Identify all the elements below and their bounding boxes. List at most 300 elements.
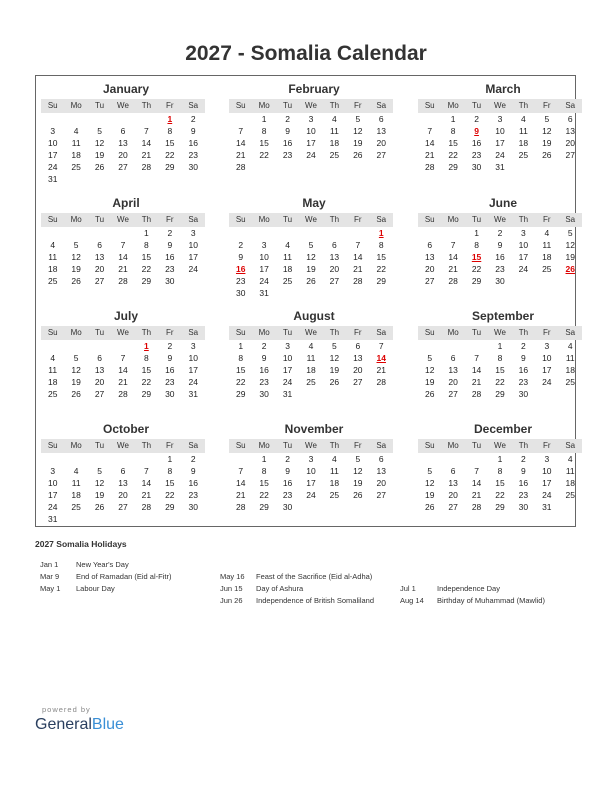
day-cell: 16 (188, 138, 198, 148)
empty-cell (229, 453, 252, 465)
day-cell: 6 (567, 114, 573, 124)
day-cell: 18 (71, 150, 81, 160)
empty-cell (41, 340, 64, 352)
holiday-name: End of Ramadan (Eid al-Fitr) (76, 572, 172, 581)
week-row (229, 113, 393, 125)
week-row (418, 161, 582, 173)
day-cell: 23 (188, 490, 198, 500)
day-cell: 2 (167, 228, 173, 238)
week-row (418, 275, 582, 287)
day-cell: 7 (238, 466, 244, 476)
day-cell: 3 (497, 114, 503, 124)
holiday-date: Mar 9 (40, 572, 60, 581)
empty-cell (111, 113, 134, 125)
day-cell: 26 (542, 150, 552, 160)
weekday-label: Fr (166, 215, 174, 224)
day-cell: 20 (565, 138, 575, 148)
day-cell: 23 (235, 276, 246, 286)
holiday-name: Birthday of Muhammad (Mawlid) (437, 596, 545, 605)
holiday-date: May 1 (40, 584, 61, 593)
day-cell: 29 (495, 389, 505, 399)
day-cell: 1 (450, 114, 456, 124)
weekday-header (41, 326, 205, 340)
day-cell: 19 (424, 377, 435, 387)
day-cell: 17 (188, 365, 198, 375)
day-cell: 21 (235, 150, 246, 160)
day-cell: 25 (282, 276, 293, 286)
weekday-label: Mo (447, 215, 459, 224)
day-cell: 8 (144, 240, 149, 250)
weekday-label: Tu (283, 101, 293, 110)
empty-cell (441, 340, 464, 352)
day-cell: 25 (518, 150, 529, 160)
holidays-title: 2027 Somalia Holidays (35, 539, 127, 549)
day-cell: 15 (141, 252, 152, 262)
weekday-label: Tu (95, 441, 105, 450)
day-cell: 15 (259, 138, 269, 148)
empty-cell (158, 173, 181, 185)
day-cell: 12 (306, 252, 316, 262)
empty-cell (299, 161, 322, 173)
day-cell: 10 (306, 126, 316, 136)
week-row (41, 489, 205, 501)
day-cell: 25 (329, 150, 340, 160)
day-cell: 30 (188, 502, 198, 512)
week-row (229, 251, 393, 263)
week-row (418, 364, 582, 376)
weekday-label: We (305, 328, 317, 337)
weekday-label: We (117, 215, 129, 224)
day-cell: 26 (94, 502, 105, 512)
day-cell: 4 (332, 454, 337, 464)
empty-cell (323, 287, 346, 299)
month-march (418, 82, 582, 173)
empty-cell (88, 453, 111, 465)
day-cell: 7 (474, 353, 479, 363)
empty-cell (88, 340, 111, 352)
day-cell: 19 (353, 138, 363, 148)
day-cell: 26 (353, 150, 363, 160)
day-cell: 22 (471, 264, 482, 274)
weekday-header (418, 99, 582, 113)
empty-cell (418, 227, 441, 239)
weekday-label: Su (235, 441, 246, 450)
day-cell: 22 (165, 490, 175, 500)
day-cell: 24 (47, 502, 58, 512)
day-cell: 3 (308, 454, 314, 464)
month-name: May (302, 196, 326, 210)
day-cell: 27 (118, 502, 128, 512)
day-cell: 30 (235, 288, 246, 298)
weekday-label: We (117, 441, 129, 450)
brand-logo[interactable] (35, 716, 124, 734)
month-august (229, 309, 393, 400)
weekday-label: Mo (258, 328, 270, 337)
day-cell: 12 (424, 478, 435, 488)
day-cell: 16 (518, 478, 529, 488)
day-cell: 16 (282, 478, 293, 488)
day-cell: 14 (471, 478, 482, 488)
weekday-label: We (117, 101, 129, 110)
week-row (41, 465, 205, 477)
day-cell: 11 (48, 365, 58, 375)
empty-cell (135, 453, 158, 465)
day-cell: 9 (521, 466, 526, 476)
day-cell: 4 (50, 353, 56, 363)
empty-cell (276, 227, 299, 239)
holiday-name: Feast of the Sacrifice (Eid al-Adha) (256, 572, 373, 581)
month-november (229, 422, 393, 513)
day-cell: 18 (47, 264, 58, 274)
day-cell: 25 (71, 162, 81, 172)
weekday-label: Mo (70, 328, 82, 337)
holiday-row (400, 595, 545, 607)
day-cell: 18 (71, 490, 81, 500)
day-cell: 11 (306, 353, 316, 363)
weekday-label: We (305, 441, 317, 450)
day-cell: 21 (448, 264, 458, 274)
day-cell: 7 (120, 353, 126, 363)
day-cell: 26 (306, 276, 316, 286)
holiday-name: Independence of British Somaliland (256, 596, 374, 605)
day-cell: 24 (188, 264, 198, 274)
day-cell: 3 (50, 466, 56, 476)
empty-cell (346, 287, 369, 299)
empty-cell (559, 501, 582, 513)
weekday-header (418, 439, 582, 453)
week-row (229, 161, 393, 173)
weekday-label: Mo (258, 441, 270, 450)
weekday-label: Fr (354, 101, 362, 110)
day-cell: 10 (495, 126, 505, 136)
day-cell: 23 (518, 377, 529, 387)
day-cell: 5 (332, 341, 337, 351)
empty-cell (276, 161, 299, 173)
week-row (41, 173, 205, 185)
day-cell: 1 (497, 454, 503, 464)
week-row (418, 352, 582, 364)
weekday-label: Th (518, 215, 529, 224)
day-cell: 21 (376, 365, 386, 375)
week-row (229, 239, 393, 251)
day-cell: 9 (521, 353, 526, 363)
day-cell: 14 (353, 252, 363, 262)
month-january (41, 82, 205, 185)
weekday-label: We (494, 215, 506, 224)
day-cell: 8 (474, 240, 479, 250)
week-row (41, 251, 205, 263)
weekday-label: We (305, 101, 317, 110)
day-cell: 27 (94, 276, 105, 286)
week-row (229, 149, 393, 161)
week-row (229, 364, 393, 376)
day-cell: 21 (141, 490, 152, 500)
day-cell: 25 (565, 490, 575, 500)
holiday-row (400, 583, 545, 595)
day-cell: 15 (259, 478, 269, 488)
day-cell: 6 (332, 240, 337, 250)
week-row (229, 465, 393, 477)
empty-cell (323, 227, 346, 239)
day-cell: 13 (329, 252, 340, 262)
day-cell: 18 (329, 478, 340, 488)
day-cell: 18 (518, 138, 529, 148)
day-cell: 19 (94, 490, 105, 500)
week-row (418, 376, 582, 388)
weekday-label: Su (47, 215, 58, 224)
day-cell: 11 (329, 126, 339, 136)
weekday-label: Tu (472, 328, 482, 337)
empty-cell (465, 340, 488, 352)
weekday-label: Fr (543, 441, 551, 450)
weekday-header (229, 99, 393, 113)
holiday-day: 16 (235, 264, 246, 274)
day-cell: 11 (283, 252, 292, 262)
empty-cell (64, 453, 87, 465)
week-row (418, 465, 582, 477)
holiday-day: 15 (471, 252, 482, 262)
holiday-row (40, 571, 171, 583)
month-october (41, 422, 205, 525)
day-cell: 27 (353, 377, 363, 387)
month-name: March (485, 82, 521, 96)
week-row (229, 501, 393, 513)
weekday-label: Sa (188, 101, 199, 110)
holiday-row (220, 583, 374, 595)
day-cell: 1 (497, 341, 503, 351)
empty-cell (229, 113, 252, 125)
day-cell: 10 (259, 252, 269, 262)
holiday-day: 26 (565, 264, 575, 274)
week-row (41, 137, 205, 149)
weekday-label: Mo (258, 215, 270, 224)
day-cell: 9 (497, 240, 503, 250)
day-cell: 8 (497, 353, 503, 363)
day-cell: 5 (355, 114, 361, 124)
week-row (418, 239, 582, 251)
day-cell: 16 (282, 138, 293, 148)
holiday-row (40, 583, 171, 595)
day-cell: 17 (542, 365, 552, 375)
day-cell: 5 (73, 240, 79, 250)
day-cell: 8 (167, 126, 173, 136)
empty-cell (41, 113, 64, 125)
weekday-header (418, 213, 582, 227)
day-cell: 23 (282, 490, 293, 500)
empty-cell (559, 388, 582, 400)
weekday-label: Mo (447, 101, 459, 110)
day-cell: 2 (238, 240, 244, 250)
day-cell: 13 (565, 126, 575, 136)
day-cell: 24 (518, 264, 529, 274)
day-cell: 11 (329, 466, 339, 476)
empty-cell (252, 161, 275, 173)
weekday-label: Tu (472, 441, 482, 450)
day-cell: 14 (235, 478, 246, 488)
holiday-column (220, 571, 374, 607)
holiday-day: 14 (376, 353, 386, 363)
empty-cell (88, 513, 111, 525)
weekday-label: Fr (354, 441, 362, 450)
day-cell: 29 (495, 502, 505, 512)
empty-cell (64, 340, 87, 352)
empty-cell (535, 275, 558, 287)
day-cell: 17 (306, 478, 316, 488)
day-cell: 2 (190, 114, 196, 124)
empty-cell (276, 287, 299, 299)
weekday-label: Tu (283, 441, 293, 450)
day-cell: 7 (378, 341, 384, 351)
day-cell: 30 (259, 389, 269, 399)
empty-cell (299, 227, 322, 239)
day-cell: 31 (542, 502, 552, 512)
day-cell: 6 (450, 353, 456, 363)
week-row (229, 137, 393, 149)
day-cell: 4 (73, 126, 79, 136)
weekday-label: Sa (376, 441, 387, 450)
day-cell: 4 (567, 341, 573, 351)
weekday-header (41, 213, 205, 227)
weekday-label: Fr (543, 328, 551, 337)
week-row (418, 489, 582, 501)
weekday-label: Fr (354, 328, 362, 337)
empty-cell (418, 113, 441, 125)
week-row (418, 501, 582, 513)
day-cell: 20 (448, 377, 458, 387)
day-cell: 17 (495, 138, 505, 148)
weekday-label: Sa (376, 328, 387, 337)
day-cell: 5 (73, 353, 79, 363)
day-cell: 3 (50, 126, 56, 136)
day-cell: 11 (518, 126, 528, 136)
day-cell: 8 (378, 240, 384, 250)
weekday-label: Th (518, 328, 529, 337)
holiday-date: May 16 (220, 572, 245, 581)
weekday-label: Th (141, 215, 152, 224)
day-cell: 23 (188, 150, 198, 160)
weekday-label: Su (424, 101, 435, 110)
day-cell: 22 (495, 377, 505, 387)
day-cell: 6 (355, 341, 361, 351)
day-cell: 5 (544, 114, 550, 124)
day-cell: 23 (495, 264, 505, 274)
empty-cell (299, 287, 322, 299)
weekday-label: Sa (188, 441, 199, 450)
day-cell: 10 (306, 466, 316, 476)
day-cell: 29 (235, 389, 246, 399)
week-row (41, 149, 205, 161)
weekday-label: Fr (166, 101, 174, 110)
weekday-label: We (494, 441, 506, 450)
day-cell: 17 (518, 252, 529, 262)
day-cell: 10 (188, 240, 198, 250)
day-cell: 6 (120, 126, 126, 136)
day-cell: 12 (71, 365, 81, 375)
weekday-label: Su (47, 101, 58, 110)
weekday-label: We (305, 215, 317, 224)
day-cell: 3 (190, 341, 196, 351)
day-cell: 31 (188, 389, 198, 399)
day-cell: 8 (497, 466, 503, 476)
weekday-label: Mo (258, 101, 270, 110)
empty-cell (252, 227, 275, 239)
holiday-name: Day of Ashura (256, 584, 304, 593)
week-row (41, 239, 205, 251)
weekday-header (41, 99, 205, 113)
empty-cell (512, 275, 535, 287)
day-cell: 13 (118, 478, 128, 488)
day-cell: 2 (521, 454, 526, 464)
day-cell: 31 (495, 162, 505, 172)
empty-cell (158, 513, 181, 525)
empty-cell (441, 227, 464, 239)
weekday-header (418, 326, 582, 340)
day-cell: 10 (47, 138, 58, 148)
day-cell: 9 (238, 252, 244, 262)
day-cell: 31 (259, 288, 269, 298)
day-cell: 20 (118, 150, 128, 160)
day-cell: 3 (544, 341, 550, 351)
day-cell: 12 (353, 126, 363, 136)
day-cell: 4 (521, 114, 526, 124)
week-row (229, 376, 393, 388)
day-cell: 21 (353, 264, 363, 274)
weekday-label: Su (235, 215, 246, 224)
day-cell: 20 (376, 478, 386, 488)
day-cell: 19 (542, 138, 552, 148)
week-row (418, 149, 582, 161)
empty-cell (323, 501, 346, 513)
day-cell: 3 (285, 341, 290, 351)
day-cell: 8 (167, 466, 173, 476)
week-row (418, 453, 582, 465)
day-cell: 13 (94, 365, 105, 375)
day-cell: 1 (144, 228, 149, 238)
day-cell: 26 (424, 502, 435, 512)
day-cell: 18 (306, 365, 316, 375)
weekday-label: Th (141, 328, 152, 337)
week-row (41, 477, 205, 489)
day-cell: 19 (565, 252, 575, 262)
holiday-date: Jan 1 (40, 560, 59, 569)
day-cell: 31 (282, 389, 293, 399)
empty-cell (299, 388, 322, 400)
day-cell: 3 (544, 454, 550, 464)
week-row (41, 501, 205, 513)
day-cell: 13 (424, 252, 435, 262)
day-cell: 14 (118, 252, 128, 262)
empty-cell (559, 161, 582, 173)
empty-cell (370, 388, 393, 400)
holiday-name: New Year's Day (76, 560, 129, 569)
empty-cell (41, 453, 64, 465)
day-cell: 4 (567, 454, 573, 464)
day-cell: 15 (141, 365, 152, 375)
week-row (229, 287, 393, 299)
day-cell: 24 (282, 377, 293, 387)
holiday-day: 1 (378, 228, 384, 238)
holiday-date: Jun 26 (220, 596, 243, 605)
empty-cell (111, 513, 134, 525)
weekday-label: Sa (565, 215, 576, 224)
day-cell: 6 (427, 240, 433, 250)
day-cell: 23 (259, 377, 269, 387)
day-cell: 13 (376, 126, 386, 136)
weekday-label: Fr (543, 101, 551, 110)
day-cell: 15 (495, 478, 505, 488)
day-cell: 24 (542, 377, 552, 387)
day-cell: 30 (495, 276, 505, 286)
